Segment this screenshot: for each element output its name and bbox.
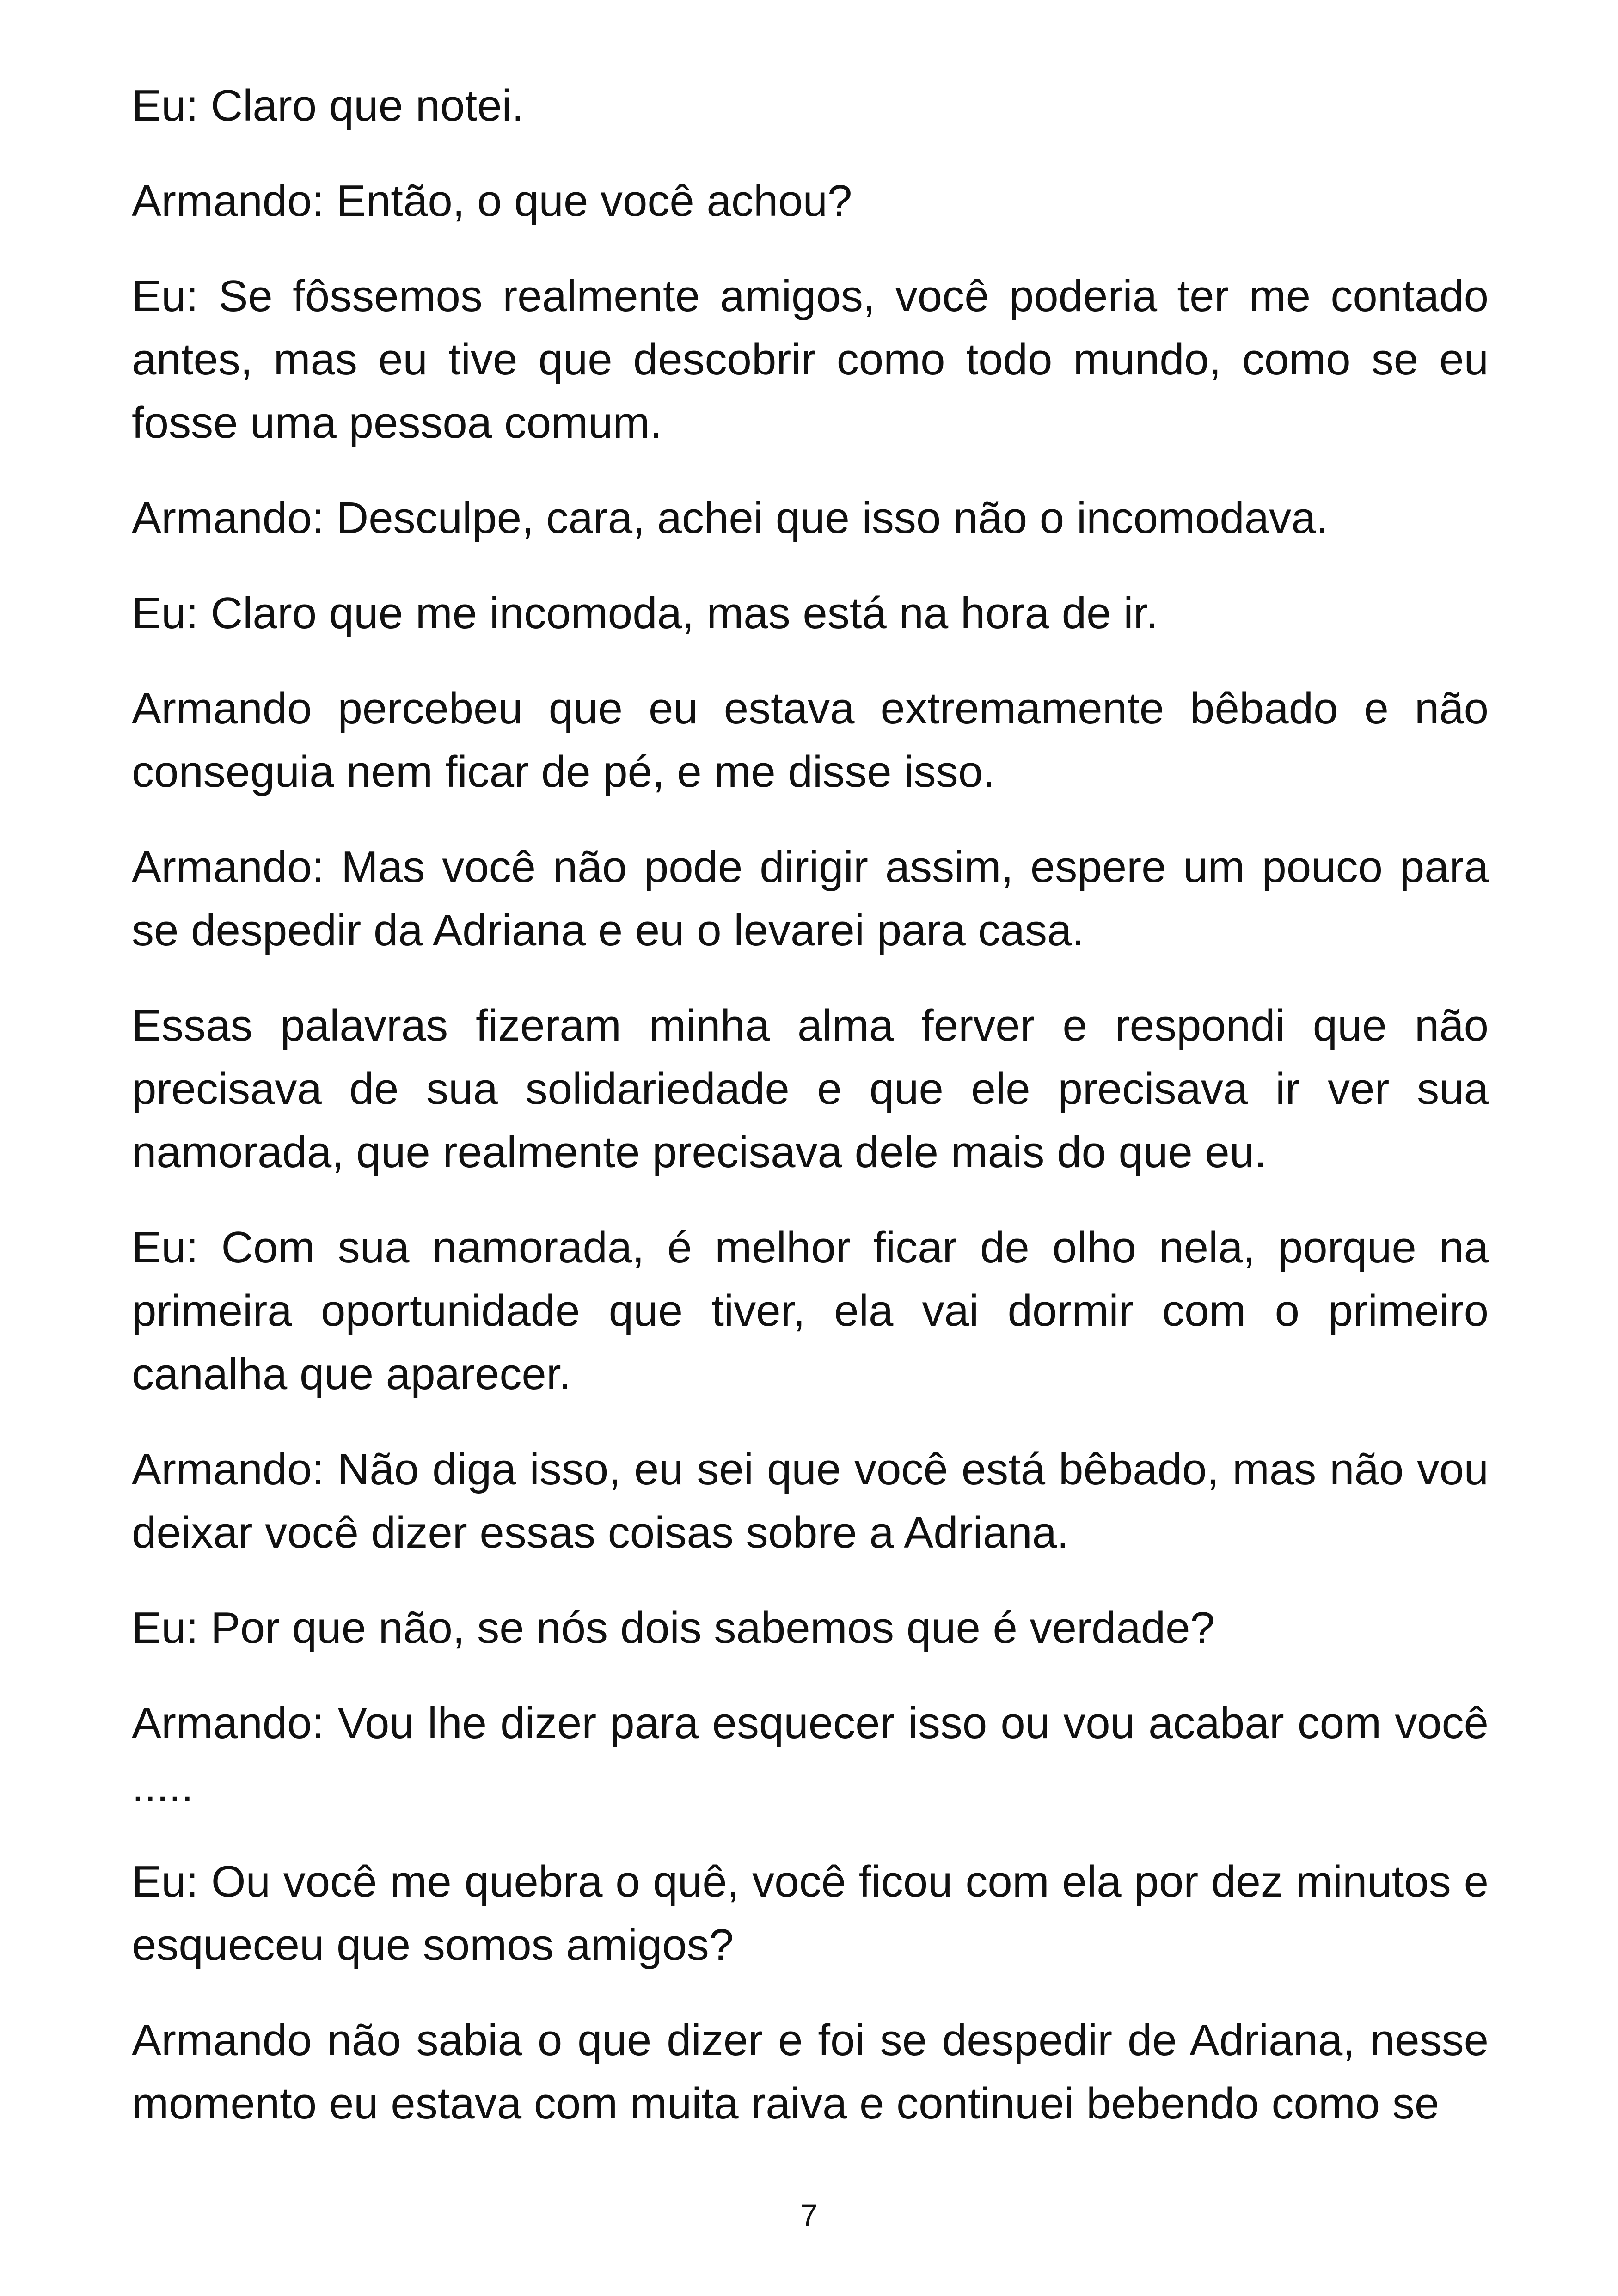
- paragraph: Armando: Mas você não pode dirigir assim, espere um pouco para se despedir da Adriana e eu o levarei para casa.: [132, 842, 1489, 955]
- paragraph: Eu: Se fôssemos realmente amigos, você poderia ter me contado antes, mas eu tive que descobrir como todo mundo, como se eu fosse uma pessoa comum.: [132, 271, 1489, 447]
- paragraph: Essas palavras fizeram minha alma ferver e respondi que não precisava de sua solidariedade e que ele precisava ir ver sua namorada, que realmente precisava dele mais do que eu.: [132, 1001, 1489, 1177]
- page-number: 7: [800, 2198, 818, 2232]
- paragraph: Armando: Então, o que você achou?: [132, 176, 852, 226]
- paragraph: Eu: Por que não, se nós dois sabemos que é verdade?: [132, 1603, 1215, 1653]
- paragraph: Armando: Desculpe, cara, achei que isso não o incomodava.: [132, 493, 1329, 543]
- paragraph: Armando não sabia o que dizer e foi se despedir de Adriana, nesse momento eu estava com muita raiva e continuei bebendo como se: [132, 2015, 1489, 2128]
- paragraph: Armando: Vou lhe dizer para esquecer isso ou vou acabar com você .....: [132, 1698, 1489, 1811]
- paragraph: Armando: Não diga isso, eu sei que você está bêbado, mas não vou deixar você dizer essas coisas sobre a Adriana.: [132, 1445, 1489, 1557]
- paragraph: Armando percebeu que eu estava extremamente bêbado e não conseguia nem ficar de pé, e me disse isso.: [132, 684, 1489, 796]
- page-body-text: [132, 74, 1489, 2167]
- paragraph: Eu: Claro que notei.: [132, 81, 524, 130]
- paragraph: Eu: Com sua namorada, é melhor ficar de olho nela, porque na primeira oportunidade que tiver, ela vai dormir com o primeiro canalha que aparecer.: [132, 1223, 1489, 1399]
- paragraph: Eu: Ou você me quebra o quê, você ficou com ela por dez minutos e esqueceu que somos amigos?: [132, 1857, 1489, 1970]
- paragraph: Eu: Claro que me incomoda, mas está na hora de ir.: [132, 588, 1158, 638]
